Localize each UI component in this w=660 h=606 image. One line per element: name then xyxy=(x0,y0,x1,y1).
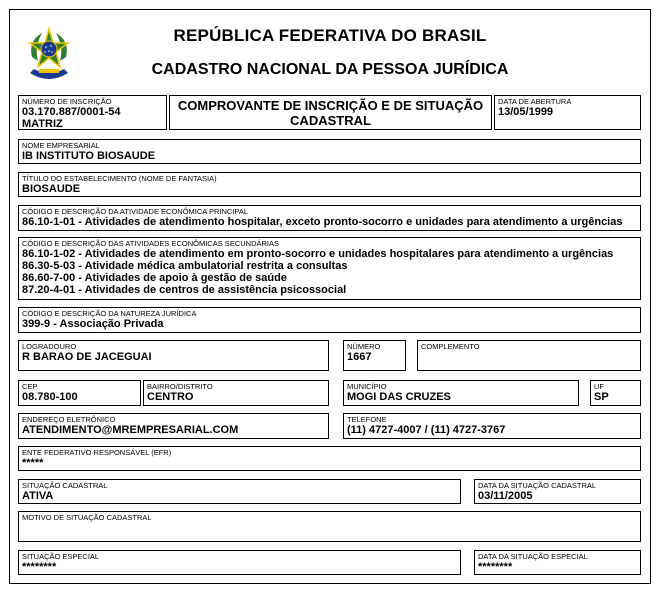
fantasia-value: BIOSAUDE xyxy=(22,183,81,195)
email-value: ATENDIMENTO@MREMPRESARIAL.COM xyxy=(22,424,239,436)
atividade-principal-label: CÓDIGO E DESCRIÇÃO DA ATIVIDADE ECONÔMICA PRINCIPAL xyxy=(22,207,249,216)
cep-box xyxy=(18,380,141,406)
data-situacao-box xyxy=(474,479,641,504)
cep-label: CEP xyxy=(22,382,38,391)
bairro-label: BAIRRO/DISTRITO xyxy=(147,382,213,391)
nome-empresarial-label: NOME EMPRESARIAL xyxy=(22,141,100,150)
uf-value: SP xyxy=(594,391,609,403)
data-situacao-especial-label: DATA DA SITUAÇÃO ESPECIAL xyxy=(478,552,588,561)
comprovante-title-line1: COMPROVANTE DE INSCRIÇÃO E DE SITUAÇÃO xyxy=(177,97,484,113)
situacao-especial-box xyxy=(18,550,461,575)
uf-label: UF xyxy=(594,382,604,391)
uf-box xyxy=(590,380,641,406)
nome-empresarial-box xyxy=(18,139,641,164)
fantasia-box xyxy=(18,172,641,197)
efr-value: ***** xyxy=(22,457,44,469)
natureza-value: 399-9 - Associação Privada xyxy=(22,318,164,330)
efr-label: ENTE FEDERATIVO RESPONSÁVEL (EFR) xyxy=(22,448,172,457)
inscricao-label: NÚMERO DE INSCRIÇÃO xyxy=(22,97,112,106)
atividade-secundaria-item: 87.20-4-01 - Atividades de centros de assistência psicossocial xyxy=(22,284,347,296)
motivo-label: MOTIVO DE SITUAÇÃO CADASTRAL xyxy=(22,513,152,522)
data-situacao-especial-box xyxy=(474,550,641,575)
natureza-box xyxy=(18,307,641,333)
atividade-secundaria-item: 86.60-7-00 - Atividades de apoio à gestão de saúde xyxy=(22,272,287,284)
motivo-box xyxy=(18,511,641,542)
municipio-label: MUNICÍPIO xyxy=(347,382,387,391)
logradouro-value: R BARAO DE JACEGUAI xyxy=(22,351,152,363)
page-title: REPÚBLICA FEDERATIVA DO BRASIL xyxy=(173,26,487,45)
page-subtitle: CADASTRO NACIONAL DA PESSOA JURÍDICA xyxy=(151,61,509,78)
atividade-secundaria-item: 86.10-1-02 - Atividades de atendimento em pronto-socorro e unidades hospitalares para atendimento a urgências xyxy=(22,248,614,260)
inscricao-box xyxy=(18,95,167,130)
natureza-label: CÓDIGO E DESCRIÇÃO DA NATUREZA JURÍDICA xyxy=(22,309,197,318)
comprovante-title-line2: CADASTRAL xyxy=(290,112,371,128)
atividades-secundarias-box xyxy=(18,237,641,300)
abertura-value: 13/05/1999 xyxy=(498,106,554,118)
situacao-especial-label: SITUAÇÃO ESPECIAL xyxy=(22,552,100,561)
numero-label: NÚMERO xyxy=(347,342,381,351)
numero-value: 1667 xyxy=(347,351,372,363)
bairro-box xyxy=(143,380,329,406)
data-situacao-label: DATA DA SITUAÇÃO CADASTRAL xyxy=(478,481,597,490)
data-situacao-value: 03/11/2005 xyxy=(478,490,533,502)
efr-box xyxy=(18,446,641,471)
atividade-secundaria-item: 86.30-5-03 - Atividade médica ambulatorial restrita a consultas xyxy=(22,260,348,272)
telefone-label: TELEFONE xyxy=(347,415,387,424)
email-label: ENDEREÇO ELETRÔNICO xyxy=(22,415,116,424)
numero-box xyxy=(343,340,406,371)
data-situacao-especial-value: ******** xyxy=(478,561,513,573)
fantasia-label: TÍTULO DO ESTABELECIMENTO (NOME DE FANTASIA) xyxy=(22,174,217,183)
telefone-value: (11) 4727-4007 / (11) 4727-3767 xyxy=(347,424,506,436)
atividade-principal-box xyxy=(18,205,641,231)
situacao-box xyxy=(18,479,461,504)
email-box xyxy=(18,413,329,439)
logradouro-label: LOGRADOURO xyxy=(22,342,77,351)
situacao-especial-value: ******** xyxy=(22,561,57,573)
atividades-secundarias-label: CÓDIGO E DESCRIÇÃO DAS ATIVIDADES ECONÔMICAS SECUNDÁRIAS xyxy=(22,239,279,248)
bairro-value: CENTRO xyxy=(147,391,194,403)
situacao-label: SITUAÇÃO CADASTRAL xyxy=(22,481,108,490)
comprovante-box xyxy=(169,95,492,130)
cep-value: 08.780-100 xyxy=(22,391,78,403)
situacao-value: ATIVA xyxy=(22,490,54,502)
municipio-box xyxy=(343,380,579,406)
complemento-label: COMPLEMENTO xyxy=(421,342,480,351)
municipio-value: MOGI DAS CRUZES xyxy=(347,391,451,403)
nome-empresarial-value: IB INSTITUTO BIOSAUDE xyxy=(22,150,156,162)
abertura-label: DATA DE ABERTURA xyxy=(498,97,572,106)
atividade-principal-value: 86.10-1-01 - Atividades de atendimento hospitalar, exceto pronto-socorro e unidades para atendimento a urgências xyxy=(22,216,623,228)
abertura-box xyxy=(494,95,641,130)
inscricao-type: MATRIZ xyxy=(22,118,63,130)
telefone-box xyxy=(343,413,641,439)
inscricao-number: 03.170.887/0001-54 xyxy=(22,106,121,118)
complemento-box xyxy=(417,340,641,371)
logradouro-box xyxy=(18,340,329,371)
